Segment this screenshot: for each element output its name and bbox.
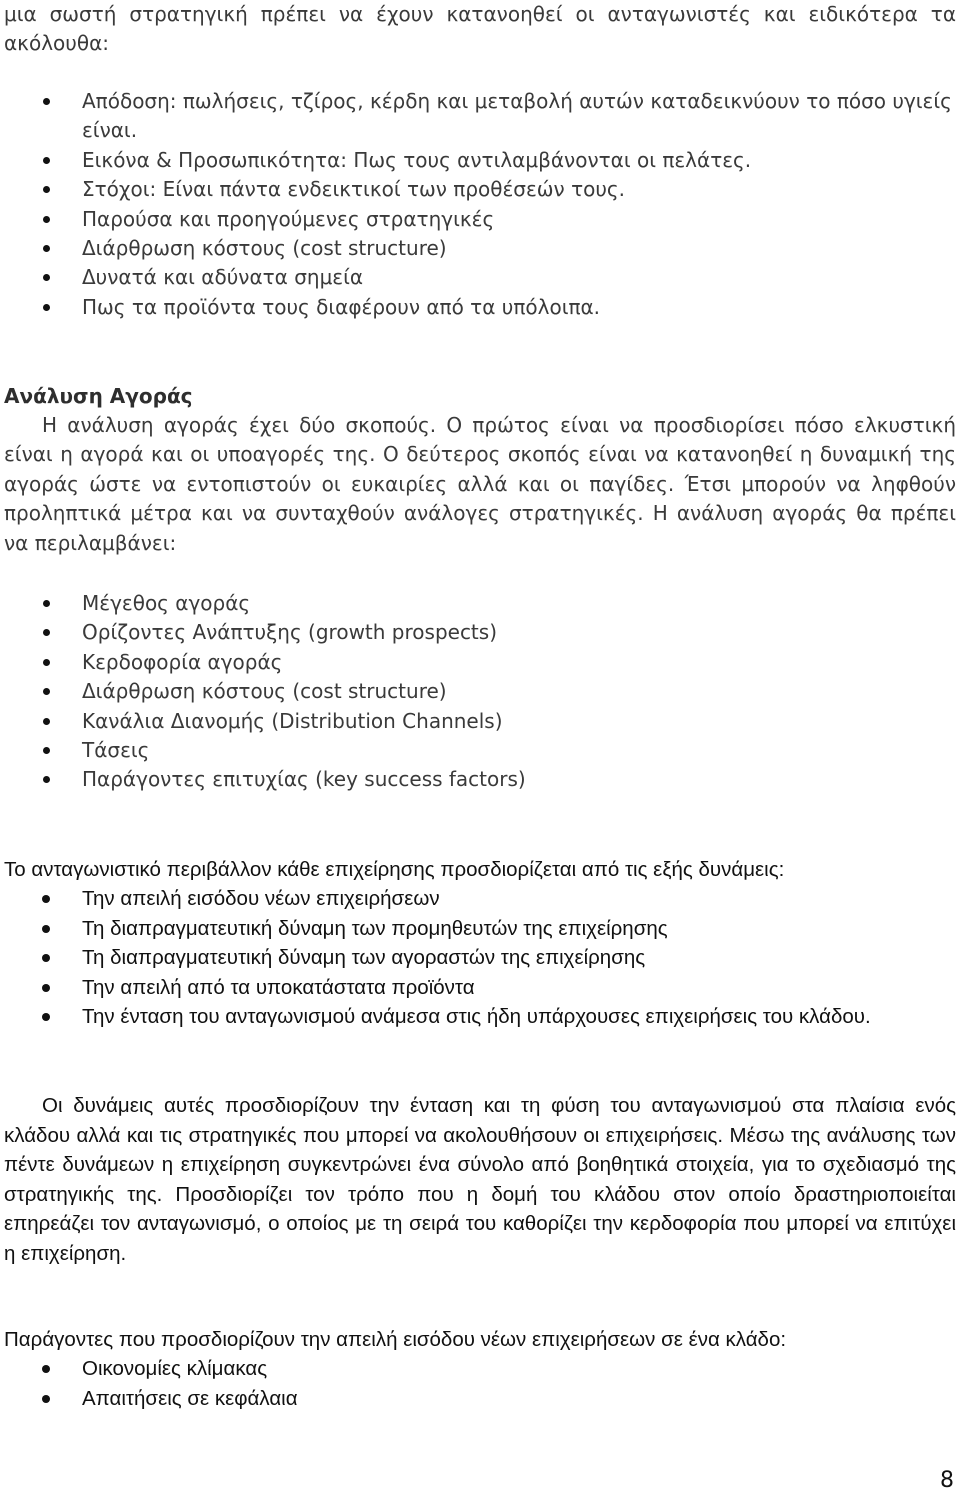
bullet-icon — [43, 274, 50, 281]
competitor-factors-list — [0, 87, 960, 322]
entry-factors-list — [0, 1354, 960, 1413]
bullet-icon — [42, 984, 50, 992]
forces-intro: Το ανταγωνιστικό περιβάλλον κάθε επιχείρησης προσδιορίζεται από τις εξής δυνάμεις: — [4, 858, 785, 881]
list-item: Εικόνα & Προσωπικότητα: Πως τους αντιλαμβάνονται οι πελάτες. — [0, 146, 960, 175]
bullet-icon — [43, 718, 50, 725]
list-item: Δυνατά και αδύνατα σημεία — [0, 263, 960, 292]
bullet-icon — [43, 216, 50, 223]
list-item: Ορίζοντες Ανάπτυξης (growth prospects) — [0, 618, 960, 647]
page-number: 8 — [940, 1468, 954, 1493]
list-item: Οικονομίες κλίμακας — [0, 1354, 960, 1384]
bullet-icon — [43, 629, 50, 636]
list-item: Διάρθρωση κόστους (cost structure) — [0, 234, 960, 263]
list-item: Στόχοι: Είναι πάντα ενδεικτικοί των προθέσεών τους. — [0, 175, 960, 204]
intro-paragraph: μια σωστή στρατηγική πρέπει να έχουν κατανοηθεί οι ανταγωνιστές και ειδικότερα τα ακόλουθα: — [4, 2, 956, 56]
market-paragraph: Η ανάλυση αγοράς έχει δύο σκοπούς. Ο πρώτος είναι να προσδιορίσει πόσο ελκυστική είναι η αγορά και οι υποαγορές της. Ο δεύτερος σκοπός είναι να κατανοηθεί η δυναμική της αγοράς ώστε να εντοπιστούν οι ευκαιρίες αλλά και οι παγίδες. Έτσι μπορούν να ληφθούν προληπτικά μέτρα και να συνταχθούν ανάλογες στρατηγικές. Η ανάλυση αγοράς θα πρέπει να περιλαμβάνει: — [4, 413, 956, 555]
list-item: Κανάλια Διανομής (Distribution Channels) — [0, 707, 960, 736]
list-item: Απαιτήσεις σε κεφάλαια — [0, 1384, 960, 1414]
bullet-icon — [43, 659, 50, 666]
list-item: Απόδοση: πωλήσεις, τζίρος, κέρδη και μεταβολή αυτών καταδεικνύουν το πόσο υγιείς είναι. — [0, 87, 960, 146]
bullet-icon — [42, 954, 50, 962]
bullet-icon — [43, 245, 50, 252]
bullet-icon — [43, 688, 50, 695]
list-item: Μέγεθος αγοράς — [0, 589, 960, 618]
market-analysis-list — [0, 589, 960, 795]
list-item: Παράγοντες επιτυχίας (key success factors) — [0, 765, 960, 794]
bullet-icon — [42, 925, 50, 933]
list-item: Πως τα προϊόντα τους διαφέρουν από τα υπόλοιπα. — [0, 293, 960, 322]
list-item: Την ένταση του ανταγωνισμού ανάμεσα στις ήδη υπάρχουσες επιχειρήσεις του κλάδου. — [0, 1002, 960, 1032]
section-heading: Ανάλυση Αγοράς — [4, 384, 193, 408]
list-item: Τάσεις — [0, 736, 960, 765]
list-item: Τη διαπραγματευτική δύναμη των προμηθευτών της επιχείρησης — [0, 914, 960, 944]
list-item: Κερδοφορία αγοράς — [0, 648, 960, 677]
bullet-icon — [43, 304, 50, 311]
bullet-icon — [42, 1013, 50, 1021]
bullet-icon — [43, 776, 50, 783]
forces-paragraph: Οι δυνάμεις αυτές προσδιορίζουν την ένταση και τη φύση του ανταγωνισμού στα πλαίσια ενός κλάδου αλλά και τις στρατηγικές που μπορεί να ακολουθήσουν οι επιχειρήσεις. Μέσω της ανάλυσης των πέντε δυνάμεων η επιχείρηση συγκεντρώνει ένα σύνολο από βοηθητικά στοιχεία, για το σχεδιασμό της στρατηγικής της. Προσδιορίζει τον τρόπο που η δομή του κλάδου στον οποίο δραστηριοποιείται επηρεάζει τον ανταγωνισμό, ο οποίος με τη σειρά του καθορίζει την κερδοφορία που μπορεί να επιτύχει η επιχείρηση. — [4, 1094, 956, 1265]
list-item: Την απειλή από τα υποκατάστατα προϊόντα — [0, 973, 960, 1003]
bullet-icon — [42, 1365, 50, 1373]
list-item: Τη διαπραγματευτική δύναμη των αγοραστών της επιχείρησης — [0, 943, 960, 973]
list-item: Την απειλή εισόδου νέων επιχειρήσεων — [0, 884, 960, 914]
bullet-icon — [43, 157, 50, 164]
bullet-icon — [43, 747, 50, 754]
five-forces-list — [0, 884, 960, 1032]
list-item: Παρούσα και προηγούμενες στρατηγικές — [0, 205, 960, 234]
list-item: Διάρθρωση κόστους (cost structure) — [0, 677, 960, 706]
bullet-icon — [43, 186, 50, 193]
bullet-icon — [43, 98, 50, 105]
entry-intro: Παράγοντες που προσδιορίζουν την απειλή εισόδου νέων επιχειρήσεων σε ένα κλάδο: — [4, 1328, 787, 1351]
bullet-icon — [42, 1395, 50, 1403]
bullet-icon — [42, 895, 50, 903]
bullet-icon — [43, 600, 50, 607]
